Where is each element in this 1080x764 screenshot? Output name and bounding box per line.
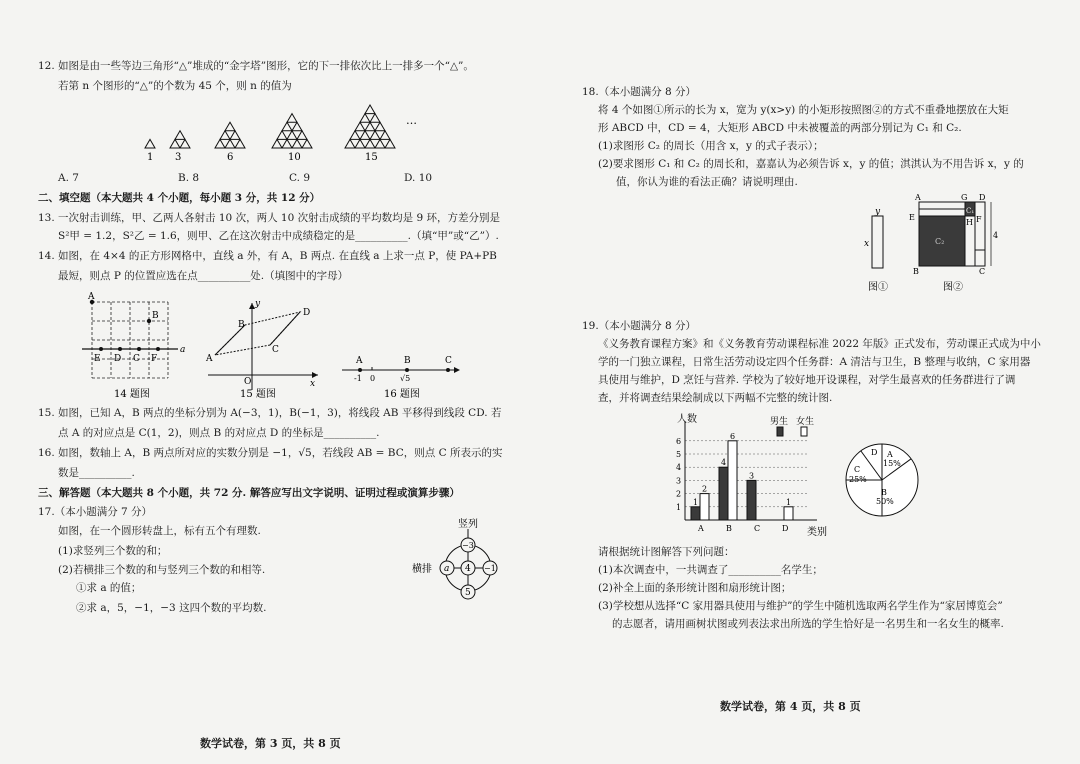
q12-option-c: C. 9	[289, 172, 311, 184]
q17-line5: ②求 a，5，−1，−3 这四个数的平均数.	[76, 602, 267, 614]
q12-small-triangle	[282, 139, 292, 148]
fig18-label-4: 4	[993, 231, 999, 240]
fig15-coordinate	[200, 295, 325, 400]
q17-head: 17.（本小题满分 7 分）	[38, 506, 153, 518]
bar-category-label: A	[698, 524, 704, 533]
q18-line3: (1)求图形 C₂ 的周长（用含 x，y 的式子表示）；	[598, 140, 824, 152]
fig15-caption: 15 题图	[240, 389, 276, 400]
bar-category-label: B	[726, 524, 732, 533]
q12-small-triangle	[355, 122, 365, 131]
q15-line2: 点 A 的对应点是 C(1，2)，则点 B 的对应点 D 的坐标是__________.	[58, 427, 380, 439]
q18-line5: 值，你认为谁的看法正确？请说明理由.	[616, 176, 798, 188]
q17-line4: ①求 a 的值；	[76, 582, 142, 594]
bar-y-tick-label: 6	[676, 436, 682, 446]
q12-small-triangle	[292, 122, 302, 131]
bar-data-label: 6	[730, 431, 736, 441]
fig18-label-e: E	[909, 213, 915, 222]
fig18-label-y: y	[875, 207, 881, 217]
pie-label-d: D	[871, 448, 878, 457]
fig14-label-line-a: a	[180, 345, 186, 355]
fig18-label-c: C	[979, 267, 986, 276]
q12-small-triangle	[230, 131, 240, 140]
q12-line1: 12. 如图是由一些等边三角形“△”堆成的“金字塔”图形，它的下一排依次比上一排多一个“△”。	[38, 60, 474, 72]
q12-label-6: 6	[227, 152, 234, 163]
q12-small-triangle	[380, 131, 390, 140]
fig17-right-number: −1	[484, 564, 496, 573]
fig18-label-x: x	[864, 239, 870, 249]
q12-label-1: 1	[147, 152, 154, 163]
bar-y-tick-label: 5	[676, 450, 682, 459]
q12-small-triangle	[292, 139, 302, 148]
pie-value-c: 25%	[849, 475, 867, 484]
fig14-label-a-point: A	[88, 292, 95, 302]
fig15-label-x: x	[310, 379, 316, 389]
q17-line2: (1)求竖列三个数的和；	[58, 545, 168, 557]
bar-data-label: 1	[693, 497, 699, 507]
bar-D-female	[784, 507, 793, 520]
q19-line2: 学的一门独立课程，日常生活劳动设定四个任务群：A 清洁与卫生，B 整理与收纳，C 家用器	[598, 356, 1031, 368]
q12-small-triangle	[170, 139, 180, 148]
q12-small-triangle	[220, 131, 230, 140]
bar-C-male	[747, 480, 756, 520]
bar-data-label: 4	[721, 458, 727, 468]
pie-label-a: A	[887, 450, 893, 459]
q12-label-10: 10	[288, 152, 301, 163]
q12-small-triangle	[297, 131, 307, 140]
bar-data-label: 3	[749, 471, 755, 481]
q12-label-15: 15	[365, 152, 378, 163]
footer-page-4: 数学试卷，第 4 页，共 8 页	[720, 700, 861, 713]
fig14-label-e: E	[94, 354, 101, 364]
fig14-caption: 14 题图	[114, 389, 150, 400]
fig16-label-0: 0	[370, 374, 376, 383]
fig18-large-rectangle	[905, 192, 1000, 298]
q12-small-triangle	[235, 139, 245, 148]
fig18-caption-2: 图②	[943, 282, 963, 293]
q12-option-a: A. 7	[58, 172, 79, 184]
fig16-label-b: B	[404, 356, 411, 366]
q12-small-triangle	[375, 122, 385, 131]
bar-chart-ylabel: 人数	[677, 414, 697, 425]
fig18-label-c2: C₂	[935, 237, 945, 246]
fig17-vertical-label: 竖列	[458, 519, 478, 530]
q12-small-triangle	[385, 139, 395, 148]
fig18-small-rectangle	[862, 206, 902, 298]
q19-question-3b: 的志愿者，请用画树状图或列表法求出所选的学生恰好是一名男生和一名女生的概率.	[612, 618, 1004, 630]
bar-legend-male-swatch	[777, 427, 783, 436]
bar-A-female	[700, 494, 709, 520]
q12-small-triangle	[287, 114, 297, 123]
q19-bar-chart	[665, 408, 845, 543]
q12-small-triangle	[370, 114, 380, 123]
pie-value-b: 50%	[876, 497, 894, 506]
fig16-label-neg1: -1	[354, 374, 362, 383]
q19-line4: 查，并将调查结果绘制成以下两幅不完整的统计图.	[598, 392, 833, 404]
q12-small-triangle	[360, 131, 370, 140]
fig16-label-c: C	[445, 356, 452, 366]
pie-label-c: C	[854, 465, 861, 474]
fig17-turntable	[410, 515, 510, 607]
q16-line1: 16. 如图，数轴上 A，B 两点所对应的实数分别是 −1，√5，若线段 AB = BC，则点 C 所表示的实	[38, 447, 503, 459]
q12-small-triangle	[360, 114, 370, 123]
fig15-label-y: y	[255, 299, 261, 309]
q12-small-triangle	[225, 122, 235, 131]
q18-line2: 形 ABCD 中，CD = 4，大矩形 ABCD 中未被覆盖的两部分别记为 C₁ 和 C₂.	[598, 122, 962, 134]
q12-small-triangle	[365, 122, 375, 131]
q14-line2: 最短，则点 P 的位置应选在点__________处.（填图中的字母）	[58, 270, 349, 282]
q19-question-3a: (3)学校想从选择“C 家用器具使用与维护”的学生中随机选取两名学生作为“家居博览会”	[598, 600, 1003, 612]
bar-y-tick-label: 4	[676, 463, 682, 473]
q12-small-triangle	[282, 122, 292, 131]
q12-label-3: 3	[175, 152, 182, 163]
q12-small-triangle	[375, 139, 385, 148]
fig16-caption: 16 题图	[384, 389, 420, 400]
fig14-label-f: F	[151, 354, 158, 364]
q19-intro: 请根据统计图解答下列问题：	[598, 546, 735, 558]
bar-category-label: D	[782, 524, 789, 533]
q12-small-triangle	[277, 131, 287, 140]
q12-small-triangle	[350, 131, 360, 140]
q12-small-triangle	[225, 139, 235, 148]
q12-option-b: B. 8	[178, 172, 200, 184]
q12-small-triangle	[345, 139, 355, 148]
pie-label-b: B	[881, 488, 887, 497]
bar-A-male	[691, 507, 700, 520]
fig18-label-b: B	[913, 267, 919, 276]
fig18-label-d: D	[979, 193, 986, 202]
q12-small-triangle	[355, 139, 365, 148]
q18-line4: (2)要求图形 C₁ 和 C₂ 的周长和，嘉嘉认为必须告诉 x，y 的值；淇淇认为不用告诉 x，y 的	[598, 158, 1024, 170]
fig16-number-line	[340, 350, 465, 400]
fig18-label-h: H	[966, 218, 973, 227]
q12-small-triangle	[175, 131, 185, 140]
bar-y-tick-label: 3	[676, 476, 682, 486]
fig17-bottom-number: 5	[465, 588, 471, 598]
fig14-label-c: C	[133, 354, 140, 364]
bar-data-label: 1	[786, 497, 792, 507]
fig18-caption-1: 图①	[868, 282, 888, 293]
q19-line3: 具使用与维护，D 烹饪与营养. 学校为了较好地开设课程，对学生最喜欢的任务群进行了调	[598, 374, 1016, 386]
q19-line1: 《义务教育课程方案》和《义务教育劳动课程标准 2022 年版》正式发布，劳动课正式成为中小	[598, 338, 1041, 350]
q18-head: 18.（本小题满分 8 分）	[582, 86, 697, 98]
fig17-horizontal-label: 横排	[412, 564, 432, 575]
fig15-label-a: A	[206, 354, 213, 364]
bar-chart-xlabel: 类别	[807, 527, 827, 538]
fig18-label-g: G	[961, 193, 968, 202]
q13-line2: S²甲 = 1.2，S²乙 = 1.6，则甲、乙在这次射击中成绩稳定的是__________.（填“甲”或“乙”）.	[58, 230, 499, 242]
q12-small-triangle	[370, 131, 380, 140]
fig15-label-o: O	[244, 377, 252, 387]
bar-B-male	[719, 467, 728, 520]
q19-question-1: (1)本次调查中，一共调查了__________名学生；	[598, 564, 823, 576]
bar-category-label: C	[754, 524, 761, 533]
fig16-label-a: A	[356, 356, 363, 366]
section-3-heading: 三、解答题（本大题共 8 个小题，共 72 分. 解答应写出文字说明、证明过程或演算步骤）	[38, 487, 460, 499]
fig15-label-c: C	[272, 345, 279, 355]
fig14-grid	[80, 290, 195, 400]
fig15-label-d: D	[303, 308, 311, 318]
q12-small-triangle	[365, 105, 375, 114]
q12-triangle-figure	[130, 98, 430, 164]
q12-small-triangle	[272, 139, 282, 148]
fig18-label-a: A	[915, 193, 921, 202]
bar-y-tick-label: 2	[676, 489, 682, 499]
fig14-label-b: B	[152, 311, 159, 321]
q15-line1: 15. 如图，已知 A，B 两点的坐标分别为 A(−3，1)，B(−1，3)，将线段 AB 平移得到线段 CD. 若	[38, 407, 502, 419]
section-2-heading: 二、填空题（本大题共 4 个小题，每小题 3 分，共 12 分）	[38, 192, 321, 204]
fig18-label-f: F	[976, 215, 982, 224]
bar-legend-male-label: 男生	[770, 417, 789, 427]
pie-value-a: 15%	[883, 459, 901, 468]
q12-option-d: D. 10	[404, 172, 433, 184]
fig18-label-c1: C₁	[966, 207, 975, 215]
fig17-left-number: a	[444, 564, 450, 574]
bar-legend-female-swatch	[801, 427, 807, 436]
q18-line1: 将 4 个如图①所示的长为 x，宽为 y(x>y) 的小矩形按照图②的方式不重叠地摆放在大矩	[598, 104, 1009, 116]
footer-page-3: 数学试卷，第 3 页，共 8 页	[200, 737, 341, 750]
fig17-center-number: 4	[465, 564, 471, 574]
q12-small-triangle	[215, 139, 225, 148]
q14-line1: 14. 如图，在 4×4 的正方形网格中，直线 a 外，有 A，B 两点. 在直线 a 上求一点 P，使 PA+PB	[38, 250, 497, 262]
q19-head: 19.（本小题满分 8 分）	[582, 320, 697, 332]
q12-small-triangle	[365, 139, 375, 148]
q17-line3: (2)若横排三个数的和与竖列三个数的和相等.	[58, 564, 266, 576]
bar-data-label: 2	[702, 484, 708, 494]
q16-line2: 数是__________.	[58, 467, 135, 479]
q12-small-triangle	[287, 131, 297, 140]
fig17-top-number: −3	[462, 541, 474, 550]
bar-legend-female-label: 女生	[796, 417, 815, 427]
q17-line1: 如图，在一个圆形转盘上，标有五个有理数.	[58, 525, 261, 537]
q19-question-2: (2)补全上面的条形统计图和扇形统计图；	[598, 582, 792, 594]
fig15-label-b: B	[238, 320, 245, 330]
q12-ellipsis: …	[406, 114, 417, 127]
bar-y-tick-label: 1	[676, 502, 682, 512]
bar-B-female	[728, 441, 737, 520]
q19-pie-chart	[842, 440, 922, 520]
q12-line2: 若第 n 个图形的“△”的个数为 45 个，则 n 的值为	[58, 80, 292, 92]
q12-small-triangle	[180, 139, 190, 148]
q12-small-triangle	[145, 139, 155, 148]
fig16-label-sqrt5: √5	[400, 374, 411, 383]
q12-small-triangle	[302, 139, 312, 148]
q13-line1: 13. 一次射击训练，甲、乙两人各射击 10 次，两人 10 次射击成绩的平均数均是 9 环，方差分别是	[38, 212, 500, 224]
fig14-label-d: D	[114, 354, 122, 364]
